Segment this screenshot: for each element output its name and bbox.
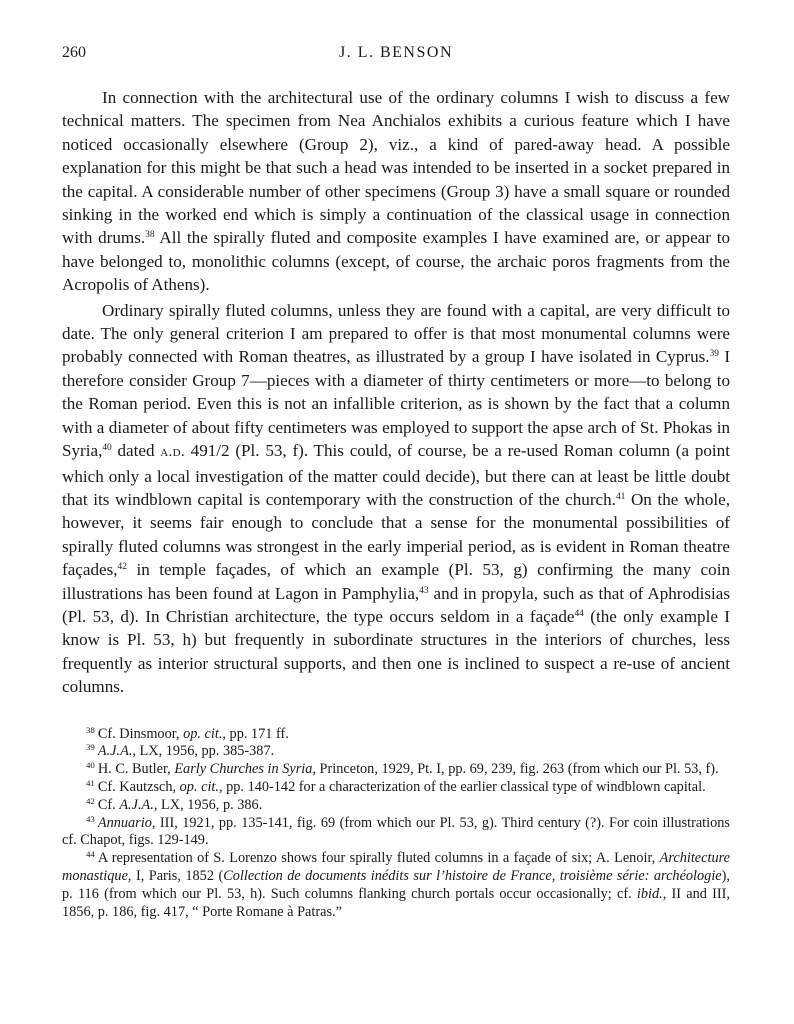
page-header (62, 44, 730, 68)
footnote-39 (62, 743, 730, 761)
text-run: Cf. Kautzsch, (97, 778, 180, 795)
body-text (62, 86, 730, 699)
text-run: ), p. 116 (from which our Pl. 53, h). Such columns flanking church portals occur occasionally; cf. (62, 867, 730, 902)
text-run: , III, 1921, pp. 135-141, fig. 69 (from which our Pl. 53, g). Third century (?). For coin illustrations cf. Chapot, figs. 129-149. (62, 814, 730, 849)
text-run: and in propyla, such as that of Aphrodisias (Pl. 53, d). In Christian architecture, the type occurs seldom in a façade (62, 583, 730, 626)
text-run: Cf. Dinsmoor, (97, 725, 184, 742)
page-number: 260 (62, 44, 86, 61)
footnotes (62, 726, 730, 922)
paragraph (62, 299, 730, 699)
footnote-40 (62, 761, 730, 779)
text-run: , II and III, 1856, p. 186, fig. 417, “ Porte Romane à Patras.” (62, 885, 730, 920)
italic-run: Architecture monastique (62, 850, 730, 884)
text-run: , LX, 1956, p. 386. (153, 796, 263, 813)
page (62, 44, 730, 921)
footnote-ref: 42 (117, 562, 127, 573)
text-run: , I, Paris, 1852 ( (127, 867, 224, 884)
footnote-43 (62, 815, 730, 851)
text-run: , Princeton, 1929, Pt. I, pp. 69, 239, fig. 263 (from which our Pl. 53, f). (312, 761, 719, 778)
footnote-42 (62, 797, 730, 815)
footnote-ref: 43 (419, 585, 429, 596)
text-run: Ordinary spirally fluted columns, unless they are found with a capital, are very difficult to date. The only general criterion I am prepared to offer is that most monumental columns were probably connected with Roman theatres, as illustrated by a group I have isolated in Cyprus. (62, 300, 730, 367)
text-run: , pp. 171 ff. (222, 725, 289, 742)
text-run: I therefore consider Group 7—pieces with a diameter of thirty centimeters or more—to belong to the Roman period. Even this is not an infallible criterion, as is shown by the fact that a column with a diameter of about fifty centimeters was employed to support the apse arch of St. Phokas in Syria, (62, 347, 731, 461)
footnote-number: 43 (86, 813, 95, 824)
italic-run: Collection de documents inédits sur l’histoire de France, troisième série: archéologie (223, 867, 722, 884)
text-run: in temple façades, of which an example (Pl. 53, g) confirming the many coin illustrations has been found at Lagon in Pamphylia, (62, 560, 730, 603)
footnote-number: 42 (86, 795, 95, 806)
footnote-number: 40 (86, 760, 95, 771)
text-run: 491/2 (Pl. 53, f). This could, of course, be a re-used Roman column (a point which only a local investigation of the matter could decide), but there can at least be little doubt that its windblown capital is contemporary with the construction of the church. (62, 441, 730, 509)
italic-run: op. cit. (183, 725, 223, 742)
paragraph (62, 86, 730, 297)
footnote-ref: 39 (709, 349, 719, 360)
text-run: Cf. (97, 796, 120, 813)
footnote-number: 44 (86, 849, 95, 860)
italic-run: op. cit. (179, 778, 219, 795)
footnote-ref: 38 (145, 230, 155, 241)
footnote-38 (62, 726, 730, 744)
text-run: In connection with the architectural use of the ordinary columns I wish to discuss a few technical matters. The specimen from Nea Anchialos exhibits a curious feature which I have noticed occasionally elsewhere (Group 2), viz., a kind of pared-away head. A possible explanation for this might be that such a head was intended to be inserted in a socket prepared in the capital. A considerable number of other specimens (Group 3) have a small square or rounded sinking in the worked end which is simply a continuation of the classical usage in connection with drums. (62, 88, 730, 248)
running-head: J. L. BENSON (338, 44, 453, 61)
text-run: , pp. 140-142 for a characterization of the earlier classical type of windblown capital. (218, 778, 706, 795)
text-run: A representation of S. Lorenzo shows four spirally fluted columns in a façade of six; A. Lenoir, (97, 850, 660, 867)
text-run: On the whole, however, it seems fair enough to conclude that a sense for the monumental possibilities of spirally fluted columns was strongest in the early imperial period, as is evident in Roman theatre façades, (62, 489, 730, 580)
text-run: H. C. Butler, (97, 761, 175, 778)
text-run: , LX, 1956, pp. 385-387. (132, 743, 275, 760)
italic-run: Early Churches in Syria (174, 761, 313, 778)
italic-run: A.J.A. (119, 796, 154, 813)
footnote-ref: 40 (102, 442, 112, 453)
footnote-ref: 44 (574, 608, 584, 619)
text-run: dated (111, 441, 161, 461)
footnote-ref: 41 (615, 491, 626, 502)
footnote-number: 38 (86, 724, 95, 735)
era-abbreviation: a.d. (160, 444, 185, 461)
text-run: (the only example I know is Pl. 53, h) but frequently in subordinate structures in the interiors of churches, less frequently as interior structural supports, and then one is inclined to suspect a re-use of ancient columns. (62, 606, 730, 697)
italic-run: A.J.A. (97, 743, 133, 760)
italic-run: ibid. (636, 885, 663, 902)
footnote-44 (62, 850, 730, 921)
footnote-number: 41 (86, 778, 95, 789)
footnote-number: 39 (86, 742, 95, 753)
footnote-41 (62, 779, 730, 797)
text-run: All the spirally fluted and composite examples I have examined are, or appear to have belonged to, monolithic columns (except, of course, the archaic poros fragments from the Acropolis of Athens). (62, 228, 731, 295)
italic-run: Annuario (97, 814, 152, 831)
